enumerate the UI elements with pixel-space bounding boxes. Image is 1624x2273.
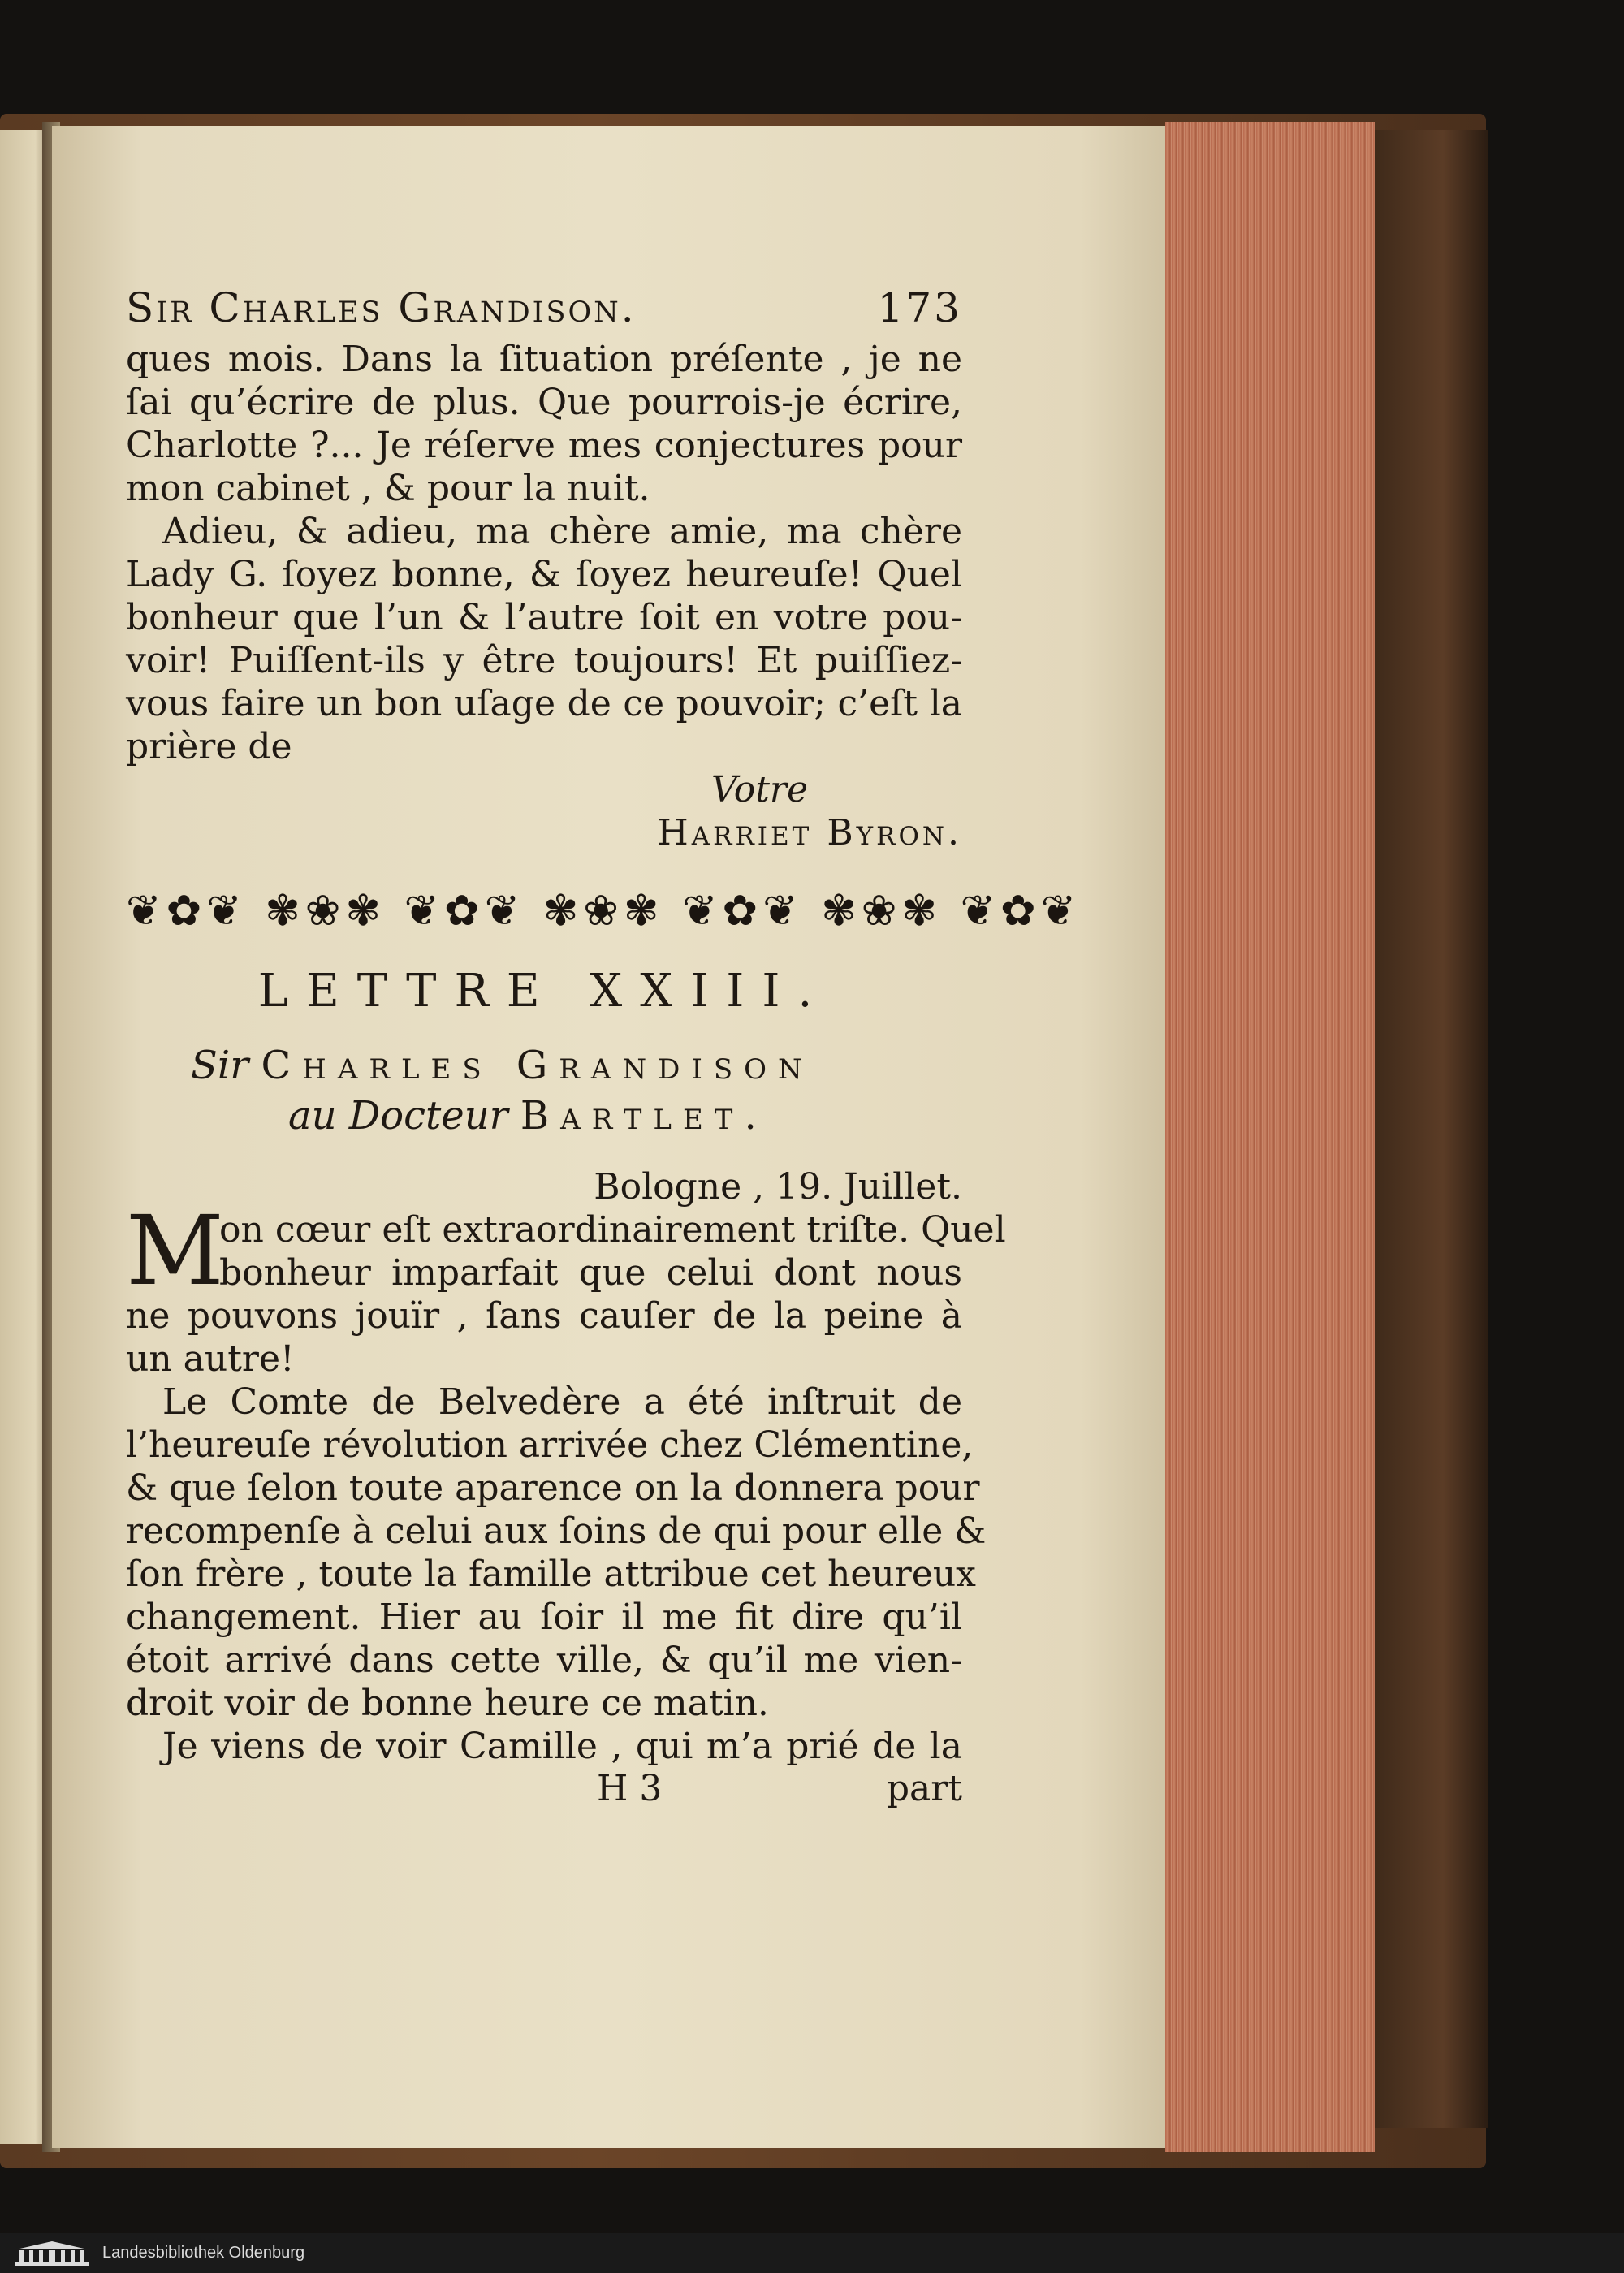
text-line: changement. Hier au ſoir il me fit dire qu’il [126, 1597, 962, 1638]
text-line: bonheur imparfait que celui dont nous [219, 1252, 962, 1294]
salutation-line-1 [126, 1040, 962, 1091]
signature-name: Harriet Byron. [657, 812, 962, 853]
dateline: Bologne , 19. Juillet. [594, 1166, 962, 1208]
text-line: bonheur que l’un & l’autre ſoit en votre pou- [126, 597, 962, 638]
text-line: étoit arrivé dans cette ville, & qu’il me vien- [126, 1640, 962, 1681]
catchword: part [886, 1768, 962, 1809]
running-header [126, 284, 962, 331]
text-line: prière de [126, 726, 292, 767]
text-line: & que ſelon toute aparence on la donnera pour [126, 1467, 980, 1509]
text-line: un autre! [126, 1338, 295, 1380]
salutation-from: Charles Grandison [261, 1043, 814, 1088]
text-line: Charlotte ?... Je réſerve mes conjectures pour [126, 425, 962, 466]
page-footer [126, 1768, 962, 1809]
library-building-icon [13, 2240, 91, 2267]
drop-cap: M [126, 1195, 224, 1307]
signature-votre: Votre [711, 769, 808, 810]
library-name: Landesbibliothek Oldenburg [102, 2244, 305, 2262]
page-content [126, 284, 1082, 1809]
running-title: Sir Charles Grandison. [126, 284, 637, 331]
text-line: droit voir de bonne heure ce matin. [126, 1683, 769, 1724]
text-line: Je viens de voir Camille , qui m’a prié de la [162, 1726, 962, 1767]
page-edges [1165, 122, 1375, 2152]
paragraph-block-2 [126, 1195, 1006, 1768]
binding-edge [1375, 130, 1488, 2128]
text-line: on cœur eſt extraordinairement triſte. Quel [219, 1209, 1006, 1251]
salutation-au: au Docteur [288, 1093, 508, 1139]
text-line: Lady G. ſoyez bonne, & ſoyez heureuſe! Quel [126, 554, 962, 595]
text-line: vous faire un bon uſage de ce pouvoir; c’eſt la [126, 683, 962, 724]
salutation-line-2 [126, 1091, 962, 1141]
text-line: voir! Puiſſent-ils y être toujours! Et puiſſiez- [126, 640, 962, 681]
letter-title: LETTRE XXIII. [257, 965, 831, 1018]
salutation-to: Bartlet. [520, 1093, 768, 1139]
text-line: ques mois. Dans la ſituation préſente , je ne [126, 339, 962, 380]
text-line: ne pouvons jouïr , ſans cauſer de la peine à [126, 1295, 962, 1337]
library-watermark-bar [0, 2233, 1624, 2273]
ornament-divider: ❦✿❦ ✾❀✾ ❦✿❦ ✾❀✾ ❦✿❦ ✾❀✾ ❦✿❦ [126, 887, 1082, 936]
text-line: ſon frère , toute la famille attribue cet heureux [126, 1554, 976, 1595]
salutation-sir: Sir [191, 1043, 249, 1088]
text-line: ſai qu’écrire de plus. Que pourrois-je écrire, [126, 382, 962, 423]
page-number: 173 [877, 284, 962, 331]
text-line: l’heureuſe révolution arrivée chez Clémentine, [126, 1424, 974, 1466]
signature-mark: H 3 [597, 1768, 663, 1809]
text-line: mon cabinet , & pour la nuit. [126, 468, 650, 509]
text-line: recompenſe à celui aux ſoins de qui pour elle & [126, 1510, 987, 1552]
text-line: Le Comte de Belvedère a été inſtruit de [162, 1381, 962, 1423]
text-line: Adieu, & adieu, ma chère amie, ma chère [162, 511, 962, 552]
paragraph-block-1 [126, 338, 962, 768]
